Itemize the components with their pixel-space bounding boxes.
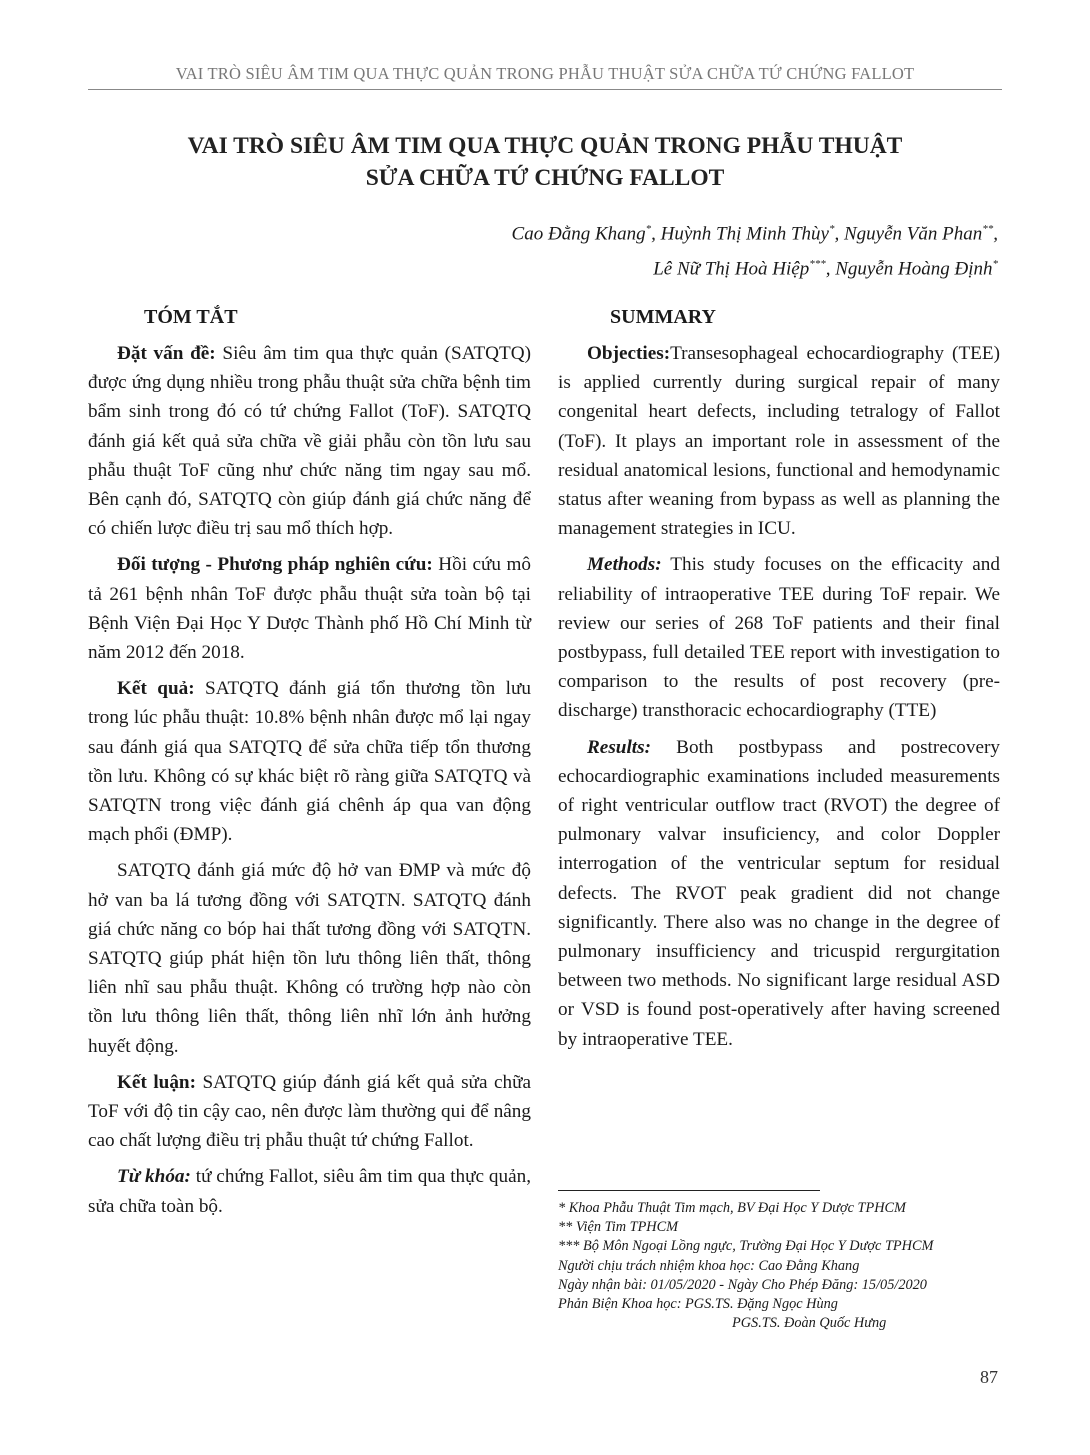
vi-label-results: Kết quả: (117, 678, 195, 700)
author-name: Cao Đằng Khang (511, 223, 646, 245)
en-paragraph-objectives (558, 339, 1000, 543)
affiliation-mark: * (828, 223, 835, 235)
vi-text-background: Siêu âm tim qua thực quản (SATQTQ) được ứng dụng nhiều trong phẫu thuật sửa chữa bệnh tim bẩm sinh trong đó có tứ chứng Fallot (ToF). SATQTQ đánh giá kết quả sửa chữa về giải phẫu còn tồn lưu sau phẫu thuật ToF cũng như chức năng tim ngay sau mổ. Bên cạnh đó, SATQTQ còn giúp đánh giá chức năng để có chiến lược điều trị sau mổ thích hợp. (88, 343, 531, 540)
vi-label-background: Đặt vấn đề: (117, 343, 216, 364)
author-name: Huỳnh Thị Minh Thùy (660, 223, 829, 245)
footnotes (558, 1190, 1000, 1333)
author-separator: , (834, 223, 844, 245)
author-name: Lê Nữ Thị Hoà Hiệp (653, 258, 810, 280)
en-label-results: Results: (587, 736, 651, 758)
vi-text-methods: Hồi cứu mô tả 261 bệnh nhân ToF được phẫu thuật sửa toàn bộ tại Bệnh Viện Đại Học Y Dược Thành phố Hồ Chí Minh từ năm 2012 đến 2018. (88, 554, 531, 664)
page-number: 87 (980, 1367, 998, 1387)
footnote-affiliation-2: ** Viện Tim TPHCM (558, 1219, 679, 1236)
author-name: Nguyễn Văn Phan (843, 223, 983, 245)
vi-paragraph-results (88, 674, 531, 849)
en-text-methods: This study focuses on the efficacity and reliability of intraoperative TEE during ToF repair. We review our series of 268 ToF patients and their final postbypass, full detailed TEE report with investigation to comparison to the results of post recovery (pre-discharge) transthoracic echocardiography (TTE) (558, 554, 1000, 722)
footnote-affiliation-1: * Khoa Phẫu Thuật Tim mạch, BV Đại Học Y Dược TPHCM (558, 1200, 906, 1216)
footnote-reviewer-2: PGS.TS. Đoàn Quốc Hưng (732, 1315, 887, 1332)
footnote-reviewer-1: Phản Biện Khoa học: PGS.TS. Đặng Ngọc Hùng (558, 1296, 838, 1313)
author-separator: , (993, 223, 998, 245)
affiliation-mark: ** (982, 223, 994, 235)
title-line-2: SỬA CHỮA TỨ CHỨNG FALLOT (365, 165, 725, 191)
author-line-1 (298, 214, 998, 249)
affiliation-mark: * (992, 258, 998, 271)
running-head: VAI TRÒ SIÊU ÂM TIM QUA THỰC QUẢN TRONG PHẪU THUẬT SỬA CHỮA TỨ CHỨNG FALLOT (175, 64, 915, 83)
footnote-affiliation-3: *** Bộ Môn Ngoại Lồng ngực, Trường Đại Học Y Dược TPHCM (558, 1238, 934, 1255)
vi-abstract-heading: TÓM TẮT (144, 306, 238, 328)
en-text-objectives: Transesophageal echocardiography (TEE) is applied currently during surgical repair of many congenital heart defects, including tetralogy of Fallot (ToF). It plays an important role in assessment of the residual anatomical lesions, functional and hemodynamic status after weaning from bypass as well as planning the management strategies in ICU. (558, 343, 1000, 540)
article-title (88, 130, 1002, 194)
en-paragraph-results (558, 733, 1000, 1054)
en-label-objectives: Objecties: (587, 343, 671, 364)
vi-label-conclusion: Kết luận: (117, 1071, 196, 1093)
author-separator: , (651, 223, 661, 245)
affiliation-mark: * (645, 223, 652, 235)
vi-text-results: SATQTQ đánh giá tổn thương tồn lưu trong lúc phẫu thuật: 10.8% bệnh nhân được mổ lại ngay sau đánh giá qua SATQTQ để sửa chữa tiếp tổn thương tồn lưu. Không có sự khác biệt rõ ràng giữa SATQTQ và SATQTN trong việc đánh giá chênh áp qua van động mạch phổi (ĐMP). (88, 678, 532, 846)
footnote-responsible-author: Người chịu trách nhiệm khoa học: Cao Đằng Khang (558, 1257, 860, 1274)
english-summary-column (558, 306, 1000, 1061)
vi-paragraph-methods (88, 550, 531, 667)
footnote-dates: Ngày nhận bài: 01/05/2020 - Ngày Cho Phép Đăng: 15/05/2020 (558, 1276, 927, 1293)
en-text-results: Both postbypass and postrecovery echocardiographic examinations included measurements of right ventricular outflow tract (RVOT) the degree of pulmonary valvar insuficiency, and color Doppler interrogation of the ventricular septum for residual defects. The RVOT peak gradient did not change significantly. There also was no change in the degree of pulmonary insufficiency and tricuspid rergurgitation between two methods. No significant large residual ASD or VSD is found post-operatively after having screened by intraoperative TEE. (558, 736, 1000, 1050)
author-name: Nguyễn Hoàng Định (835, 258, 993, 280)
vi-paragraph-results-cont: SATQTQ đánh giá mức độ hở van ĐMP và mức độ hở van ba lá tương đồng với SATQTN. SATQTQ đánh giá chức năng co bóp hai thất tương đồng với SATQTN. SATQTQ giúp phát hiện tồn lưu thông liên thất, thông liên nhĩ sau phẫu thuật. Không có trường hợp nào còn tồn lưu thông liên thất, thông liên nhĩ lớn ảnh hưởng huyết động. (88, 860, 531, 1057)
author-separator: , (825, 258, 836, 280)
author-list (298, 214, 998, 285)
en-label-methods: Methods: (587, 554, 662, 576)
vi-label-keywords: Từ khóa: (117, 1166, 191, 1188)
header-rule (88, 89, 1002, 90)
vietnamese-abstract-column (88, 306, 531, 1228)
en-summary-heading: SUMMARY (610, 306, 716, 328)
affiliation-mark: *** (809, 258, 826, 271)
author-line-2 (298, 249, 998, 284)
vi-label-methods: Đối tượng - Phương pháp nghiên cứu: (117, 554, 433, 576)
vi-paragraph-background (88, 339, 531, 543)
vi-paragraph-keywords (88, 1162, 531, 1220)
en-paragraph-methods (558, 550, 1000, 725)
vi-text-conclusion: SATQTQ giúp đánh giá kết quả sửa chữa ToF với độ tin cậy cao, nên được làm thường qui để nâng cao chất lượng điều trị phẫu thuật tứ chứng Fallot. (88, 1071, 531, 1152)
footnote-rule (558, 1190, 820, 1191)
title-line-1: VAI TRÒ SIÊU ÂM TIM QUA THỰC QUẢN TRONG PHẪU THUẬT (187, 133, 903, 159)
vi-paragraph-conclusion (88, 1068, 531, 1156)
vi-text-keywords: tứ chứng Fallot, siêu âm tim qua thực quản, sửa chữa toàn bộ. (88, 1166, 532, 1217)
